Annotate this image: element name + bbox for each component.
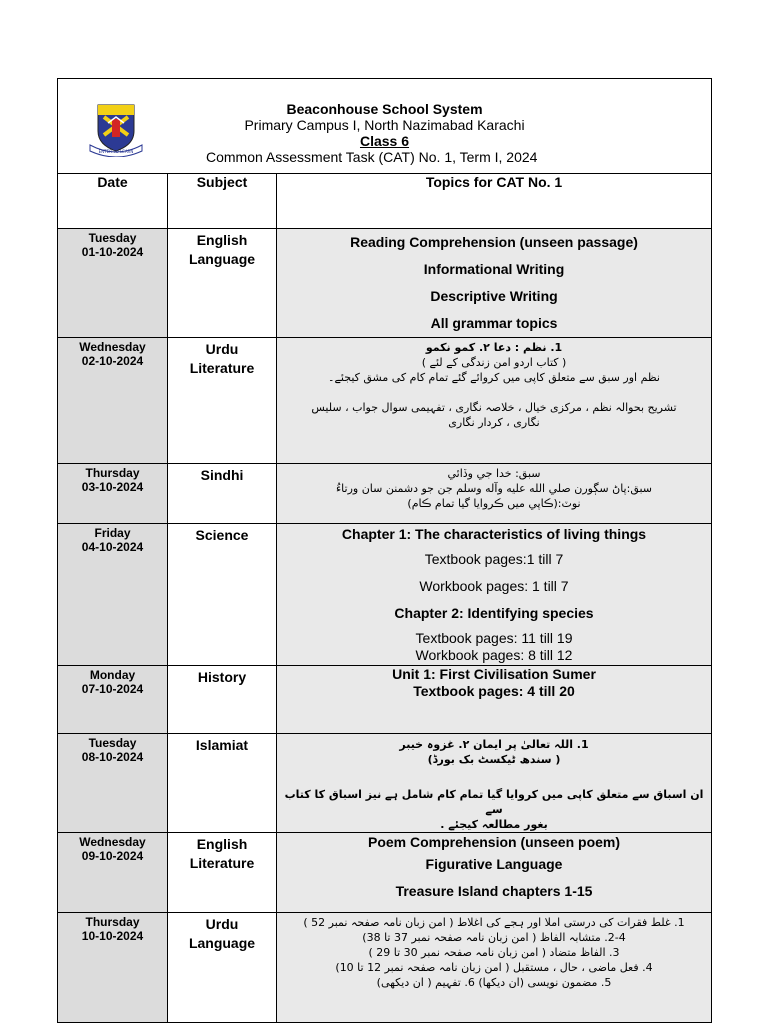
schedule-row xyxy=(58,734,712,833)
subject-cell xyxy=(168,338,277,464)
schedule-row xyxy=(58,464,712,524)
date-column-header: Date xyxy=(58,174,168,229)
topics-cell xyxy=(277,913,712,1023)
topics-column-header: Topics for CAT No. 1 xyxy=(277,174,712,229)
topic-line: Treasure Island chapters 1-15 xyxy=(395,883,593,899)
subject-line: English xyxy=(196,232,248,248)
topic-line: سبق:پاڻ سڳورن صلي الله عليه وآله وسلم جن جو دشمنن سان ورتاءُ xyxy=(335,482,653,495)
subject-cell xyxy=(168,913,277,1023)
day-label: Tuesday xyxy=(88,736,137,750)
topic-line: بغور مطالعہ کیجئے . xyxy=(440,818,548,831)
schedule-row xyxy=(58,913,712,1023)
topic-line: 1. اللہ تعالیٰ پر ایمان ۲. غزوہ خیبر xyxy=(399,738,589,751)
date-cell xyxy=(58,833,168,913)
topic-line: 2-4. متشابہ الفاظ ( امن زبان نامہ صفحہ نمبر 37 تا 38) xyxy=(362,931,626,944)
date-label: 07-10-2024 xyxy=(81,682,144,696)
topic-line: Textbook pages:1 till 7 xyxy=(424,551,564,567)
day-label: Thursday xyxy=(85,466,140,480)
topic-line: Poem Comprehension (unseen poem) xyxy=(367,834,621,850)
topic-line: تشریح بحوالہ نظم ، مرکزی خیال ، خلاصہ نگاری ، تفہیمی سوال جواب ، سلیس xyxy=(311,401,677,414)
schedule-row xyxy=(58,666,712,734)
subject-cell xyxy=(168,524,277,666)
campus-name: Primary Campus I, North Nazimabad Karachi xyxy=(244,117,525,133)
topic-line: 5. مضمون نویسی (ان دیکھا) 6. تفہیم ( ان دیکھی) xyxy=(376,976,612,989)
date-label: 02-10-2024 xyxy=(81,354,144,368)
date-cell xyxy=(58,464,168,524)
topic-line: Workbook pages: 8 till 12 xyxy=(415,647,573,663)
topic-line: Figurative Language xyxy=(425,856,563,872)
topic-line: ان اسباق سے متعلق کاپی میں کروایا گیا تمام کام شامل ہے نیز اسباق کا کتاب سے xyxy=(284,788,704,816)
assessment-schedule xyxy=(57,78,711,1023)
topic-line: نوٽ:(ڪاپي ميں ڪروايا گيا تمام ڪام) xyxy=(407,497,581,510)
subject-cell xyxy=(168,734,277,833)
day-label: Wednesday xyxy=(79,835,146,849)
topics-cell xyxy=(277,464,712,524)
day-label: Thursday xyxy=(85,915,140,929)
day-label: Friday xyxy=(94,526,131,540)
topic-line: 3. الفاظ متضاد ( امن زبان نامہ صفحہ نمبر 30 تا 29 ) xyxy=(368,946,620,959)
date-cell xyxy=(58,913,168,1023)
schedule-row xyxy=(58,524,712,666)
topic-line: نظم اور سبق سے متعلق کاپی میں کروائے گئے تمام کام کی مشق کیجئے۔ xyxy=(328,371,660,384)
subject-cell xyxy=(168,229,277,338)
subject-line: Urdu xyxy=(205,341,239,357)
topic-line: Textbook pages: 4 till 20 xyxy=(413,683,575,699)
topic-line: Workbook pages: 1 till 7 xyxy=(419,578,569,594)
topic-line: Informational Writing xyxy=(423,261,565,277)
subject-line: History xyxy=(197,669,247,685)
topics-cell xyxy=(277,229,712,338)
date-cell xyxy=(58,229,168,338)
schedule-row xyxy=(58,229,712,338)
topics-cell xyxy=(277,338,712,464)
topic-line: Textbook pages: 11 till 19 xyxy=(415,630,573,646)
subject-line: Urdu xyxy=(205,916,239,932)
day-label: Wednesday xyxy=(79,340,146,354)
topic-line: 1. نظم : دعا ۲. کمو نکمو xyxy=(425,341,563,354)
school-name: Beaconhouse School System xyxy=(286,101,483,117)
subject-line: Language xyxy=(188,935,256,951)
date-cell xyxy=(58,666,168,734)
date-cell xyxy=(58,338,168,464)
topic-line: ( کتاب اردو امن زندگی کے لئے ) xyxy=(421,356,567,369)
subject-cell xyxy=(168,833,277,913)
schedule-row xyxy=(58,338,712,464)
subject-line: Sindhi xyxy=(200,467,244,483)
topic-line: 1. غلط فقرات کی درستی املا اور ہجے کی اغلاط ( امن زبان نامہ صفحہ نمبر 52 ) xyxy=(303,916,685,929)
date-cell xyxy=(58,524,168,666)
topic-line: نگاری ، کردار نگاری xyxy=(448,416,540,429)
topic-line: Reading Comprehension (unseen passage) xyxy=(350,234,638,250)
date-label: 03-10-2024 xyxy=(81,480,144,494)
topic-line: سبق: خدا جي وڏائي xyxy=(447,467,541,480)
date-label: 01-10-2024 xyxy=(81,245,144,259)
subject-line: Language xyxy=(188,251,256,267)
topic-line: Unit 1: First Civilisation Sumer xyxy=(392,666,596,682)
day-label: Tuesday xyxy=(88,231,137,245)
topics-cell xyxy=(277,524,712,666)
svg-text:ENTER TO LEARN: ENTER TO LEARN xyxy=(98,149,134,154)
topics-cell xyxy=(277,666,712,734)
date-cell xyxy=(58,734,168,833)
date-label: 04-10-2024 xyxy=(81,540,144,554)
topic-line: Chapter 1: The characteristics of living things xyxy=(341,526,647,542)
date-label: 10-10-2024 xyxy=(81,929,144,943)
class-title: Class 6 xyxy=(359,133,410,149)
topic-line: Chapter 2: Identifying species xyxy=(394,605,594,621)
assessment-title: Common Assessment Task (CAT) No. 1, Term I, 2024 xyxy=(206,149,538,165)
topic-line: 4. فعل ماضی ، حال ، مستقبل ( امن زبان نامہ صفحہ نمبر 12 تا 10) xyxy=(335,961,653,974)
topics-cell xyxy=(277,833,712,913)
subject-line: Islamiat xyxy=(195,737,249,753)
cat-table xyxy=(57,78,712,1023)
column-header-row xyxy=(58,174,712,229)
date-label: 08-10-2024 xyxy=(81,750,144,764)
subject-line: English xyxy=(196,836,248,852)
day-label: Monday xyxy=(89,668,136,682)
topic-line: Descriptive Writing xyxy=(430,288,558,304)
header-text xyxy=(58,101,711,165)
header-row xyxy=(58,79,712,174)
schedule-row xyxy=(58,833,712,913)
topic-line: ( سندھ ٹیکسٹ بک بورڈ) xyxy=(427,753,561,766)
topic-line: All grammar topics xyxy=(430,315,558,331)
date-label: 09-10-2024 xyxy=(81,849,144,863)
subject-line: Science xyxy=(195,527,249,543)
subject-line: Literature xyxy=(189,360,255,376)
subject-cell xyxy=(168,666,277,734)
subject-cell xyxy=(168,464,277,524)
header-cell xyxy=(58,79,712,174)
topics-cell xyxy=(277,734,712,833)
subject-column-header: Subject xyxy=(168,174,277,229)
subject-line: Literature xyxy=(189,855,255,871)
